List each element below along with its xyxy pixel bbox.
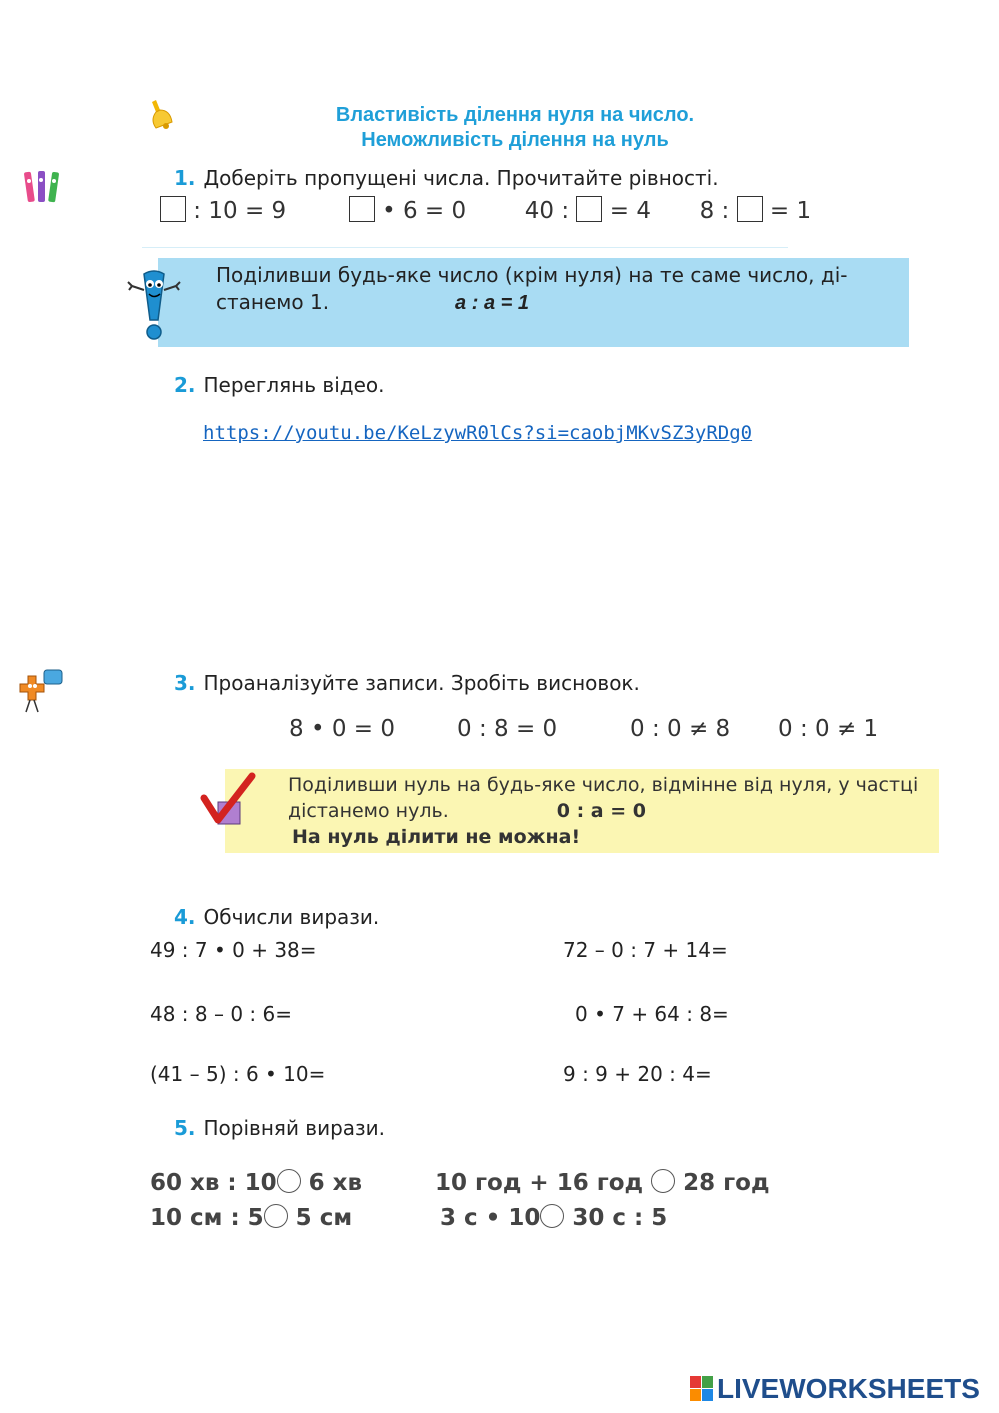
- equation-2-text: • 6 = 0: [374, 198, 467, 224]
- answer-box-1[interactable]: [160, 196, 186, 222]
- expression-6: 9 : 9 + 20 : 4=: [563, 1062, 712, 1086]
- comparison-4-right: 30 с : 5: [564, 1205, 668, 1231]
- task-4-text: Обчисли вирази.: [203, 905, 380, 929]
- math-mascot-icon: [10, 664, 66, 716]
- comparison-circle-2[interactable]: [651, 1169, 675, 1193]
- divider: [142, 247, 788, 248]
- equation-4-left: 8 :: [699, 198, 737, 224]
- liveworksheets-logo: [690, 1374, 980, 1404]
- task-3-heading: [174, 671, 640, 695]
- task-1-number: 1.: [174, 166, 196, 190]
- page-title: [200, 103, 830, 153]
- comparison-3-left: 10 см : 5: [150, 1205, 264, 1231]
- comparison-1-left: 60 хв : 10: [150, 1170, 277, 1196]
- task-2-number: 2.: [174, 373, 196, 397]
- task-2-heading: [174, 373, 384, 397]
- title-line-2: Неможливість ділення на нуль: [361, 129, 669, 151]
- checkmark-icon: [200, 772, 258, 828]
- task-1-text: Доберіть пропущені числа. Прочитайте рівності.: [203, 166, 719, 190]
- rule-2-line-2: [288, 798, 938, 824]
- task-3-equation-2: 0 : 8 = 0: [457, 716, 558, 742]
- expression-5: (41 – 5) : 6 • 10=: [150, 1062, 326, 1086]
- rule-2-text: [288, 772, 938, 850]
- equation-3-right: = 4: [602, 198, 651, 224]
- comparison-circle-1[interactable]: [277, 1169, 301, 1193]
- expression-4: 0 • 7 + 64 : 8=: [575, 1002, 729, 1026]
- task-2-text: Переглянь відео.: [203, 373, 385, 397]
- rule-1-text: [216, 262, 906, 317]
- answer-box-4[interactable]: [737, 196, 763, 222]
- comparison-2-right: 28 год: [675, 1170, 770, 1196]
- comparison-4-left: 3 с • 10: [440, 1205, 541, 1231]
- answer-box-3[interactable]: [576, 196, 602, 222]
- comparison-circle-4[interactable]: [540, 1204, 564, 1228]
- title-line-1: Властивість ділення нуля на число.: [335, 104, 695, 126]
- task-1-equations: [160, 196, 811, 224]
- rule-2-line-1: Поділивши нуль на будь-яке число, відмінне від нуля, у частці: [288, 774, 919, 796]
- comparison-2: [435, 1169, 770, 1196]
- rule-2-line-3: На нуль ділити не можна!: [292, 826, 581, 848]
- rule-2-line-2-text: дістанемо нуль.: [288, 800, 449, 822]
- rule-1-formula: a : a = 1: [455, 292, 529, 314]
- task-5-heading: [174, 1116, 385, 1140]
- expression-3: 48 : 8 – 0 : 6=: [150, 1002, 293, 1026]
- liveworksheets-logo-icon: [690, 1376, 714, 1402]
- rule-1-line-2-text: станемо 1.: [216, 290, 330, 314]
- task-3-text: Проаналізуйте записи. Зробіть висновок.: [203, 671, 640, 695]
- rule-1-line-2: [216, 289, 906, 317]
- rule-2-formula: 0 : a = 0: [556, 800, 646, 822]
- task-1-heading: [174, 166, 719, 190]
- task-4-heading: [174, 905, 379, 929]
- comparison-circle-3[interactable]: [264, 1204, 288, 1228]
- expression-1: 49 : 7 • 0 + 38=: [150, 938, 317, 962]
- pencils-icon: [20, 168, 70, 210]
- expression-2: 72 – 0 : 7 + 14=: [563, 938, 728, 962]
- comparison-1: [150, 1169, 362, 1196]
- comparison-1-right: 6 хв: [300, 1170, 363, 1196]
- equation-4-right: = 1: [762, 198, 812, 224]
- video-link[interactable]: https://youtu.be/KeLzywR0lCs?si=caobjMKvSZ3yRDg0: [203, 422, 753, 444]
- task-4-number: 4.: [174, 905, 196, 929]
- bell-icon: [146, 98, 178, 132]
- task-3-equation-1: 8 • 0 = 0: [289, 716, 395, 742]
- task-3-equation-4: 0 : 0 ≠ 1: [778, 716, 879, 742]
- task-5-number: 5.: [174, 1116, 196, 1140]
- comparison-4: [440, 1204, 667, 1231]
- task-5-text: Порівняй вирази.: [203, 1116, 386, 1140]
- comparison-3-right: 5 см: [287, 1205, 353, 1231]
- comparison-3: [150, 1204, 352, 1231]
- equation-1-text: : 10 = 9: [186, 198, 287, 224]
- liveworksheets-brand: LIVEWORKSHEETS: [717, 1373, 980, 1404]
- rule-1-line-1: Поділивши будь-яке число (крім нуля) на те саме число, ді-: [216, 263, 848, 287]
- equation-3-left: 40 :: [524, 198, 577, 224]
- comparison-2-left: 10 год + 16 год: [435, 1170, 652, 1196]
- answer-box-2[interactable]: [349, 196, 375, 222]
- task-3-number: 3.: [174, 671, 196, 695]
- exclamation-mascot-icon: [126, 268, 182, 342]
- task-3-equation-3: 0 : 0 ≠ 8: [630, 716, 731, 742]
